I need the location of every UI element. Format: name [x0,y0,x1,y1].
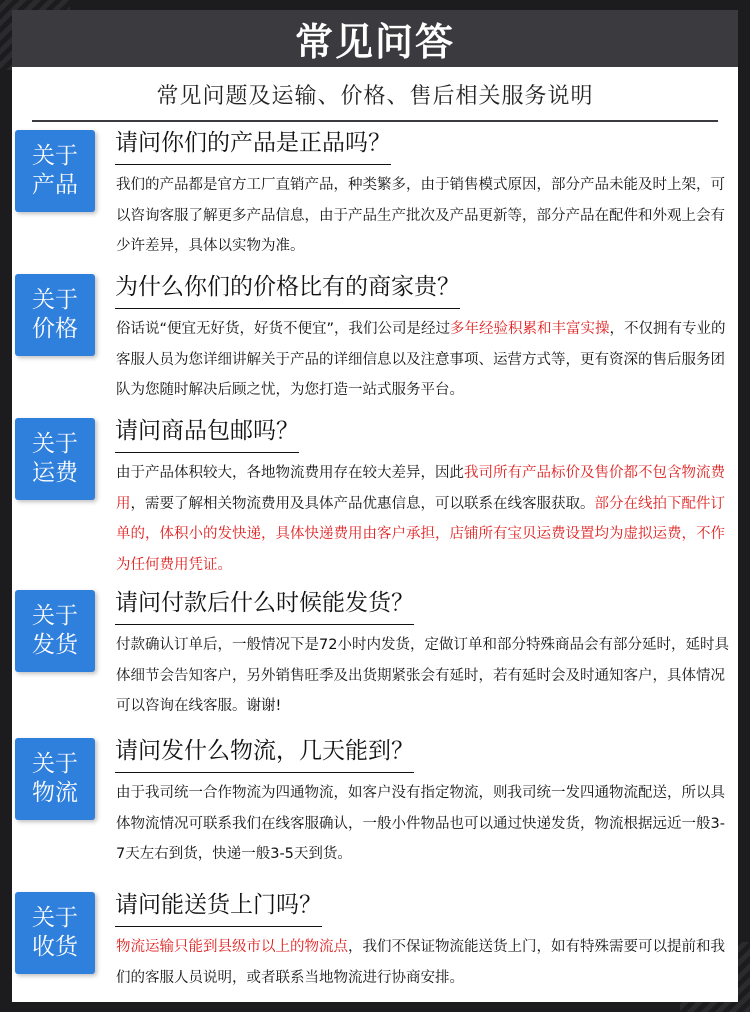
section-badge [15,738,95,820]
answer-text: 我们的产品都是官方工厂直销产品，种类繁多，由于销售模式原因，部分产品未能及时上架，可以咨询客服了解更多产品信息，由于产品生产批次及产品更新等，部分产品在配件和外观上会有少许差异，具体以实物为准。 [116,177,725,254]
faq-answer [116,630,731,722]
answer-text: 付款确认订单后，一般情况下是72小时内发货，定做订单和部分特殊商品会有部分延时，延时具体细节会告知客户，另外销售旺季及出货期紧张会有延时，若有延时会及时通知客户，具体情况可以咨询在线客服。谢谢! [116,637,729,714]
answer-text: ，需要了解相关物流费用及具体产品优惠信息，可以联系在线客服获取。 [130,495,595,512]
faq-question: 为什么你们的价格比有的商家贵？ [115,268,460,309]
badge-line2: 物流 [32,780,78,806]
badge-line1: 关于 [32,905,78,931]
section-badge [15,418,95,500]
badge-line2: 收货 [32,934,78,960]
faq-card [12,10,738,1002]
answer-highlight: 多年经验积累和丰富实操 [450,321,610,337]
answer-text: ，我们不保证物流能送货上门，如有特殊需要可以提前和我们的客服人员说明，或者联系当地物流进行协商安排。 [116,939,725,986]
badge-line2: 产品 [32,172,78,198]
divider [32,120,718,122]
answer-highlight: 物流运输只能到县级市以上的物流点 [116,939,348,955]
answer-text: 由于我司统一合作物流为四通物流，如客户没有指定物流，则我司统一发四通物流配送，所以具体物流情况可联系我们在线客服确认，一般小件物品也可以通过快递发货，物流根据远近一般3-7天左右到货，快递一般3-5天到货。 [116,785,725,862]
badge-line1: 关于 [32,431,78,457]
answer-highlight: 部分在线拍下配件订单的，体积小的发快递，具体快递费用由客户承担，店铺所有宝贝运费设置均为虚拟运费，不作为任何费用凭证。 [116,495,725,573]
badge-line2: 发货 [32,632,78,658]
faq-question: 请问能送货上门吗？ [115,886,322,927]
answer-highlight: 我司所有产品标价及售价都不包含物流费用 [116,465,725,512]
answer-text: 由于产品体积较大，各地物流费用存在较大差异，因此 [116,465,464,481]
badge-line1: 关于 [32,143,78,169]
badge-line1: 关于 [32,751,78,777]
faq-answer [116,170,731,262]
faq-question: 请问商品包邮吗？ [115,412,299,453]
title-bar [12,10,738,67]
faq-question: 请问付款后什么时候能发货？ [115,584,414,625]
faq-answer [116,458,731,580]
faq-question: 请问你们的产品是正品吗？ [115,124,391,165]
section-badge [15,274,95,356]
badge-line1: 关于 [32,287,78,313]
section-badge [15,590,95,672]
page-subtitle: 常见问题及运输、价格、售后相关服务说明 [156,84,594,109]
faq-answer [116,778,731,870]
faq-answer [116,314,731,406]
faq-question: 请问发什么物流，几天能到？ [115,732,414,773]
answer-text: 俗话说“便宜无好货，好货不便宜”，我们公司是经过 [116,321,451,337]
badge-line1: 关于 [32,603,78,629]
badge-line2: 运费 [32,460,78,486]
faq-answer [116,932,731,993]
page-title: 常见问答 [294,20,455,64]
answer-text: ，不仅拥有专业的客服人员为您详细讲解关于产品的详细信息以及注意事项、运营方式等，更有资深的售后服务团队为您随时解决后顾之忧，为您打造一站式服务平台。 [116,321,726,398]
section-badge [15,130,95,212]
badge-line2: 价格 [32,316,78,342]
section-badge [15,892,95,974]
